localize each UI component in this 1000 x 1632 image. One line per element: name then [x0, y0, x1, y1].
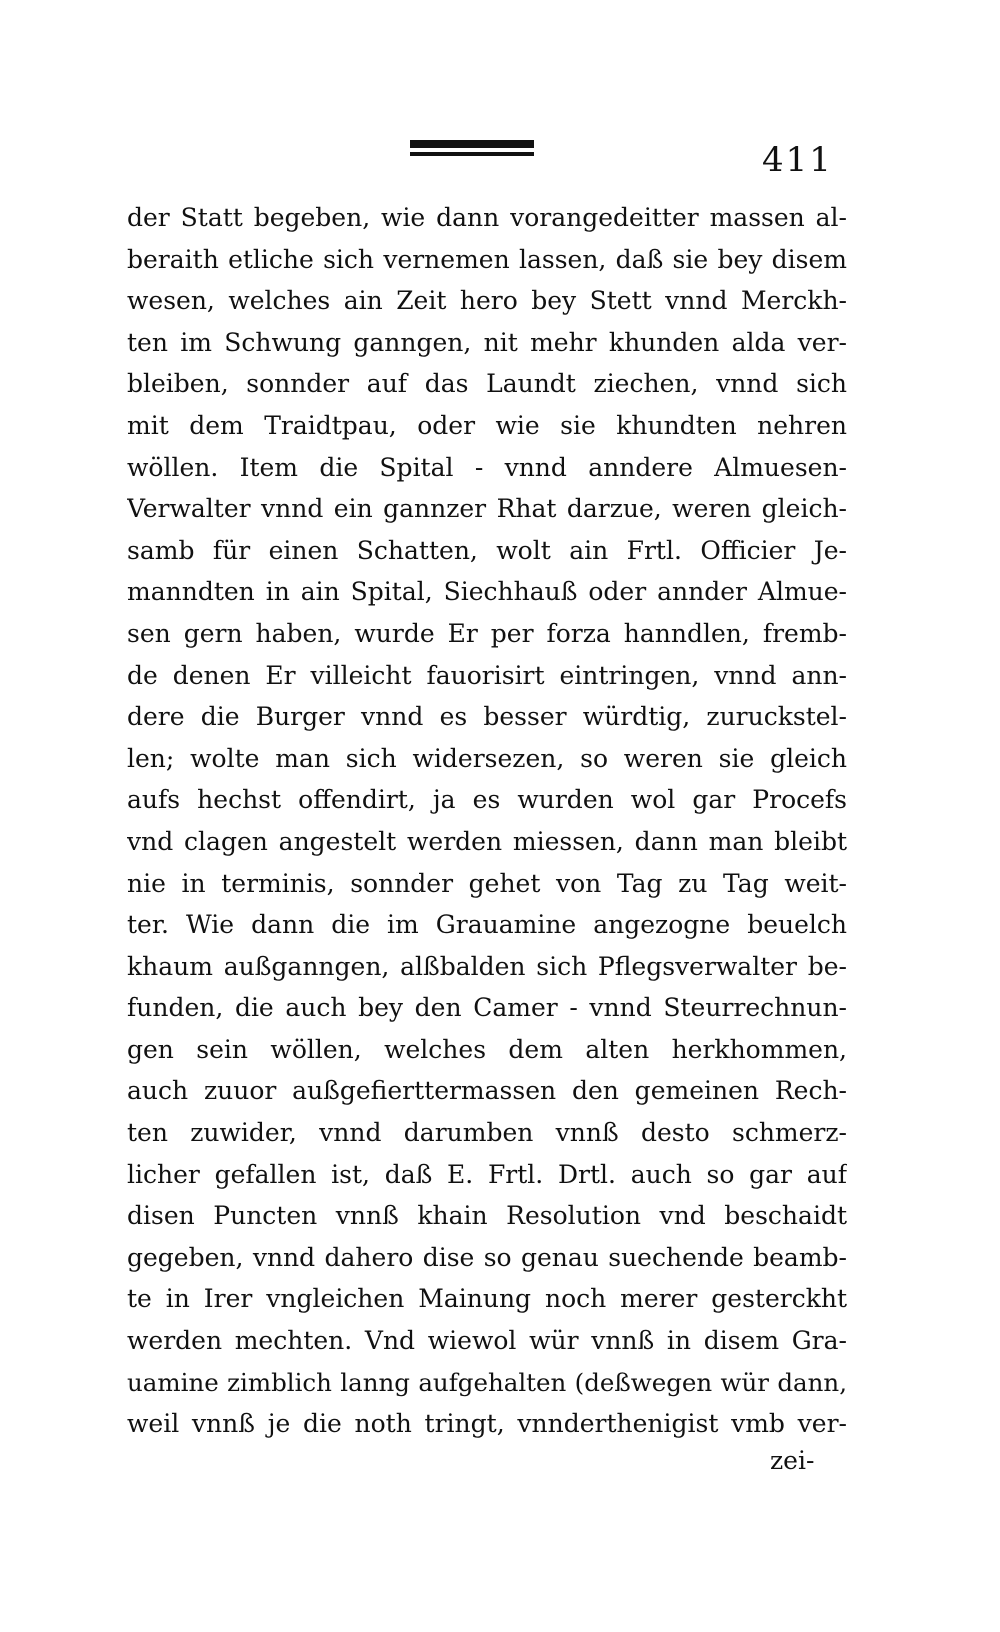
text-line: werden mechten. Vnd wiewol wür vnnß in disem Gra-: [127, 1326, 847, 1356]
text-line: weil vnnß je die noth tringt, vnnderthenigist vmb ver-: [127, 1409, 847, 1439]
body-text: [127, 197, 847, 1445]
catchword: zei-: [770, 1446, 815, 1475]
text-line: khaum außganngen, alßbalden sich Pflegsverwalter be-: [127, 951, 847, 981]
text-line: ten im Schwung ganngen, nit mehr khunden alda ver-: [127, 327, 847, 357]
text-line: der Statt begeben, wie dann vorangedeitter massen al-: [127, 203, 847, 232]
text-line: mit dem Traidtpau, oder wie sie khundten nehren: [127, 410, 847, 440]
text-line: auch zuuor außgefierttermassen den gemeinen Rech-: [127, 1076, 847, 1106]
text-line: beraith etliche sich vernemen lassen, daß sie bey disem: [127, 244, 847, 274]
text-line: wesen, welches ain Zeit hero bey Stett vnnd Merckh-: [127, 286, 847, 316]
text-line: bleiben, sonnder auf das Laundt ziechen, vnnd sich: [127, 369, 847, 399]
text-line: dere die Burger vnnd es besser würdtig, zuruckstel-: [127, 702, 847, 732]
header-rule-thick: [410, 140, 534, 148]
header-double-rule: [410, 140, 534, 162]
text-line: disen Puncten vnnß khain Resolution vnd beschaidt: [127, 1201, 847, 1231]
text-line: gegeben, vnnd dahero dise so genau suechende beamb-: [127, 1242, 847, 1272]
text-line: Verwalter vnnd ein gannzer Rhat darzue, weren gleich-: [127, 494, 847, 524]
text-line: manndten in ain Spital, Siechhauß oder annder Almue-: [127, 577, 847, 607]
text-line: sen gern haben, wurde Er per forza hanndlen, fremb-: [127, 618, 847, 648]
text-line: uamine zimblich lanng aufgehalten (deßwegen wür dann,: [127, 1367, 847, 1397]
text-line: nie in terminis, sonnder gehet von Tag zu Tag weit-: [127, 868, 847, 898]
text-line: len; wolte man sich widersezen, so weren sie gleich: [127, 743, 847, 773]
text-line: samb für einen Schatten, wolt ain Frtl. Officier Je-: [127, 535, 847, 565]
text-line: te in Irer vngleichen Mainung noch merer gesterckht: [127, 1284, 847, 1314]
text-line: funden, die auch bey den Camer - vnnd Steurrechnun-: [127, 993, 847, 1023]
text-line: gen sein wöllen, welches dem alten herkhommen,: [127, 1034, 847, 1064]
text-line: vnd clagen angestelt werden miessen, dann man bleibt: [127, 826, 847, 856]
text-line: licher gefallen ist, daß E. Frtl. Drtl. auch so gar auf: [127, 1159, 847, 1189]
text-line: wöllen. Item die Spital - vnnd anndere Almuesen-: [127, 452, 847, 482]
text-line: ter. Wie dann die im Grauamine angezogne beuelch: [127, 910, 847, 940]
page-number: 411: [762, 140, 833, 180]
header-rule-thin: [410, 152, 534, 156]
text-line: ten zuwider, vnnd darumben vnnß desto schmerz-: [127, 1118, 847, 1148]
text-line: aufs hechst offendirt, ja es wurden wol gar Procefs: [127, 785, 847, 815]
text-line: de denen Er villeicht fauorisirt eintringen, vnnd ann-: [127, 660, 847, 690]
